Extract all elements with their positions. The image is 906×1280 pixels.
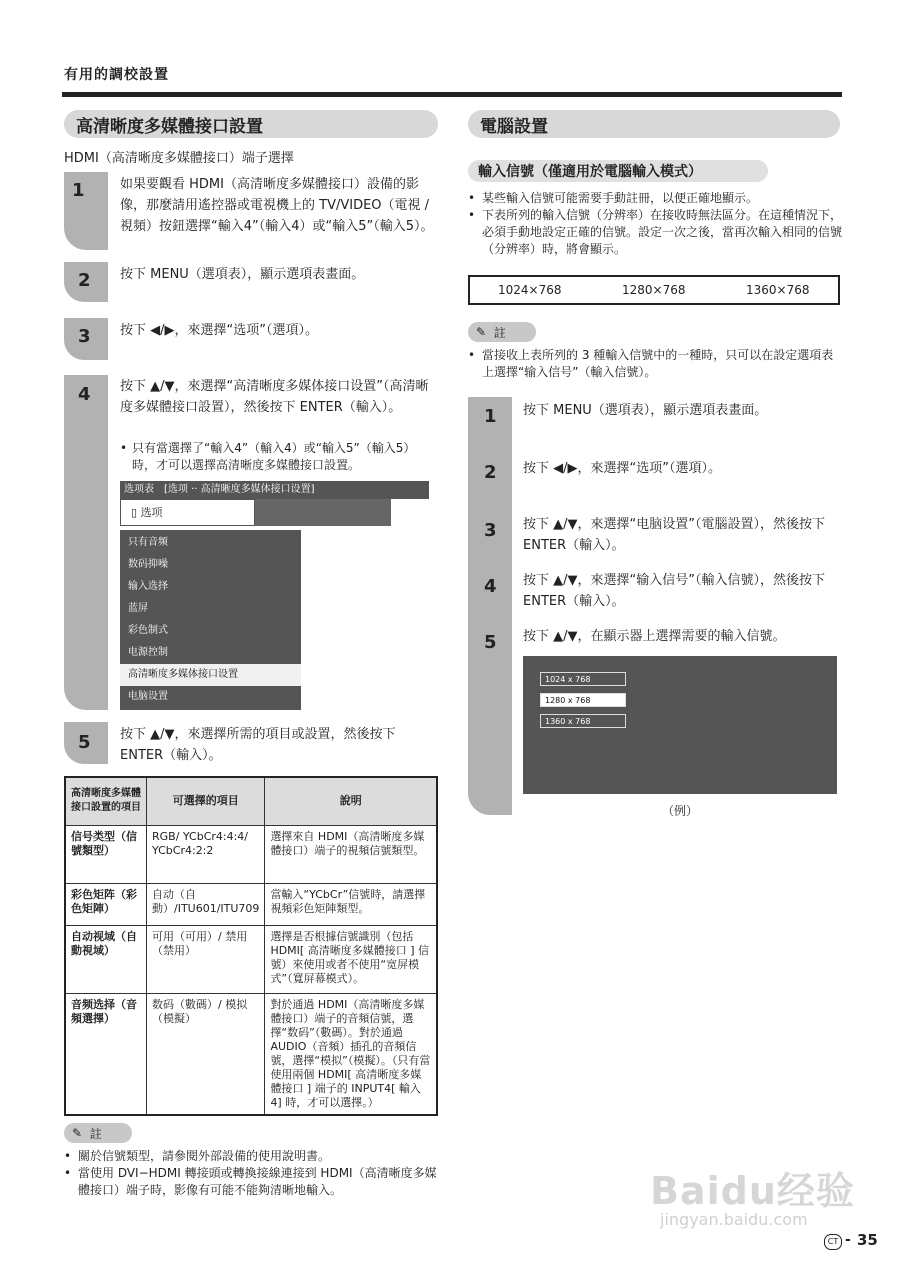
table-row xyxy=(65,925,437,993)
note-label: 註 xyxy=(89,1126,102,1141)
resolution-cell: 1360×768 xyxy=(746,283,810,297)
step-strip-1 xyxy=(64,172,108,250)
menu-item[interactable]: 输入选择 xyxy=(128,581,168,592)
note-text: 關於信號類型，請參閱外部設備的使用說明書。 xyxy=(78,1149,331,1163)
menu-item[interactable]: 蓝屏 xyxy=(128,603,148,614)
step-text: 按下 ◀/▶，來選擇“选项”（選項）。 xyxy=(523,461,721,476)
right-step-strip xyxy=(468,397,512,815)
bullet-list xyxy=(468,190,842,258)
menu-item[interactable]: 只有音频 xyxy=(128,537,168,548)
step-text: 按下 MENU（選項表），顯示選項表畫面。 xyxy=(120,267,365,282)
menu-tab-options[interactable] xyxy=(120,499,255,526)
table-cell: 自动视域（自動視域） xyxy=(65,925,147,993)
step-text: 按下 ▲/▼，在顯示器上選擇需要的輸入信號。 xyxy=(523,629,786,644)
table-cell: 選擇是否根據信號識別（包括 HDMI[ 高清晰度多媒體接口 ] 信號）來使用或者不使用“宽屏模式”（寬屏幕模式）。 xyxy=(265,925,437,993)
menu-tab-label: 选项 xyxy=(140,506,163,519)
baidu-watermark-logo: Baidu经验 xyxy=(650,1169,855,1213)
note-text: 當使用 DVI−HDMI 轉接頭或轉換接線連接到 HDMI（高清晰度多媒體接口）端子時，影像有可能不能夠清晰地輸入。 xyxy=(78,1166,437,1197)
bullet: • xyxy=(468,348,476,362)
section-header: 有用的調校設置 xyxy=(64,67,169,83)
left-section-title: 高清晰度多媒體接口設置 xyxy=(64,110,438,138)
note-badge xyxy=(468,322,536,342)
step-text: 按下 MENU（選項表），顯示選項表畫面。 xyxy=(523,403,768,418)
table-cell: 彩色矩阵（彩色矩陣） xyxy=(65,883,147,925)
table-cell: RGB/ YCbCr4:4:4/ YCbCr4:2:2 xyxy=(147,825,265,883)
note-icon: ▯ xyxy=(131,506,138,519)
screen-example xyxy=(523,656,837,794)
bullet: • xyxy=(468,208,476,222)
table-cell: 當輸入“YCbCr”信號時，請選擇視頻彩色矩陣類型。 xyxy=(265,883,437,925)
bullet: • xyxy=(64,1149,72,1163)
step-number: 1 xyxy=(484,406,497,427)
step-text: 按下 ▲/▼，來選擇“电脑设置”（電腦設置），然後按下 ENTER（輸入）。 xyxy=(523,517,825,553)
step-number: 2 xyxy=(484,462,497,483)
note-text: 當接收上表所列的 3 種輸入信號中的一種時，只可以在設定選項表上選擇“输入信号”（輸入信號）。 xyxy=(482,348,834,379)
input-signal-subtitle: 輸入信號（僅適用於電腦輸入模式） xyxy=(468,160,768,182)
table-cell: 数码（數碼）/ 模拟（模擬） xyxy=(147,993,265,1115)
bullet: • xyxy=(120,441,128,455)
header-rule xyxy=(62,92,842,97)
table-row xyxy=(65,883,437,925)
table-cell: 信号类型（信號類型） xyxy=(65,825,147,883)
menu-list xyxy=(120,530,301,710)
menu-header: 选项表 [选项 ·· 高清晰度多媒体接口设置] xyxy=(120,481,429,499)
bullet: • xyxy=(64,1166,72,1180)
menu-item[interactable]: 电脑设置 xyxy=(128,691,168,702)
pencil-icon: ✎ xyxy=(72,1126,83,1140)
step-number: 3 xyxy=(484,520,497,541)
list-item xyxy=(468,207,843,258)
table-row xyxy=(65,993,437,1115)
note-list xyxy=(64,1148,444,1199)
bullet-text: 某些輸入信號可能需要手動註冊，以便正確地顯示。 xyxy=(482,191,759,205)
list-item xyxy=(64,1148,444,1165)
page-number-dash: - xyxy=(845,1232,851,1248)
step-text: 按下 ▲/▼，來選擇所需的項目或設置，然後按下 ENTER（輸入）。 xyxy=(120,727,396,763)
bullet-text: 下表所列的輸入信號（分辨率）在接收時無法區分。在這種情況下，必須手動地設定正確的信號。設定一次之後，當再次輸入相同的信號（分辨率）時，將會顯示。 xyxy=(482,208,843,256)
page-number: 35 xyxy=(857,1231,878,1249)
resolution-table xyxy=(468,275,840,305)
menu-item[interactable]: 数码抑噪 xyxy=(128,559,168,570)
watermark-url: jingyan.baidu.com xyxy=(660,1210,808,1229)
step-text: 按下 ▲/▼，來選擇“输入信号”（輸入信號），然後按下 ENTER（輸入）。 xyxy=(523,573,825,609)
step-number: 4 xyxy=(484,576,497,597)
step-text: 按下 ◀/▶，來選擇“选项”（選項）。 xyxy=(120,323,318,338)
list-item xyxy=(468,190,842,207)
menu-item-selected[interactable]: 高清晰度多媒体接口设置 xyxy=(120,664,301,686)
step4-note-text: 只有當選擇了“輸入4”（輸入4）或“輸入5”（輸入5）時，才可以選擇高清晰度多媒體接口設置。 xyxy=(132,441,416,472)
table-cell: 自动（自動）/ITU601/ITU709 xyxy=(147,883,265,925)
menu-item[interactable]: 彩色制式 xyxy=(128,625,168,636)
hdmi-intro: HDMI（高清晰度多媒體接口）端子選擇 xyxy=(64,151,294,166)
menu-tab-bar xyxy=(255,499,391,526)
table-cell: 對於通過 HDMI（高清晰度多媒體接口）端子的音頻信號，選擇“数码”（數碼）。對於通過 AUDIO（音頻）插孔的音頻信號，選擇“模拟”（模擬）。（只有當使用兩個 HDMI[ 高清晰度多媒體接口 ] 端子的 INPUT4[ 輸入4] 時，才可以選擇。） xyxy=(265,993,437,1115)
pencil-icon: ✎ xyxy=(476,325,487,339)
example-caption: （例） xyxy=(661,804,698,818)
list-item xyxy=(64,1165,444,1199)
table-cell: 選擇來自 HDMI（高清晰度多媒體接口）端子的視頻信號類型。 xyxy=(265,825,437,883)
step-number: 1 xyxy=(72,180,85,201)
step-number: 5 xyxy=(484,632,497,653)
list-item xyxy=(468,347,842,381)
table-cell: 音频选择（音頻選擇） xyxy=(65,993,147,1115)
step-text: 按下 ▲/▼，來選擇“高清晰度多媒体接口设置”（高清晰度多媒體接口設置），然後按下 ENTER（輸入）。 xyxy=(120,379,429,415)
step-number: 4 xyxy=(78,384,91,405)
table-header: 可選擇的項目 xyxy=(147,777,265,825)
step-text: 如果要觀看 HDMI（高清晰度多媒體接口）設備的影像，那麼請用遙控器或電視機上的 TV/VIDEO（電視 / 視頻）按鈕選擇“輸入4”（輸入4）或“輸入5”（輸入5）。 xyxy=(120,177,434,234)
note-label: 註 xyxy=(493,325,506,340)
right-section-title: 電腦設置 xyxy=(468,110,840,138)
step-number: 3 xyxy=(78,326,91,347)
page-badge: CT xyxy=(824,1234,842,1250)
note-badge xyxy=(64,1123,132,1143)
resolution-cell: 1024×768 xyxy=(498,283,562,297)
step-number: 5 xyxy=(78,732,91,753)
bullet: • xyxy=(468,191,476,205)
table-row xyxy=(65,825,437,883)
table-cell: 可用（可用）/ 禁用（禁用） xyxy=(147,925,265,993)
right-note xyxy=(468,347,842,381)
screen-option-selected[interactable]: 1280 x 768 xyxy=(540,693,626,707)
hdmi-settings-table xyxy=(64,776,438,1116)
table-header: 說明 xyxy=(265,777,437,825)
screen-option[interactable]: 1360 x 768 xyxy=(540,714,626,728)
menu-item[interactable]: 电源控制 xyxy=(128,647,168,658)
step-number: 2 xyxy=(78,270,91,291)
step4-note xyxy=(120,440,438,474)
resolution-cell: 1280×768 xyxy=(622,283,686,297)
table-header: 高清晰度多媒體接口設置的項目 xyxy=(65,777,147,825)
screen-option[interactable]: 1024 x 768 xyxy=(540,672,626,686)
step-strip-4 xyxy=(64,375,108,710)
